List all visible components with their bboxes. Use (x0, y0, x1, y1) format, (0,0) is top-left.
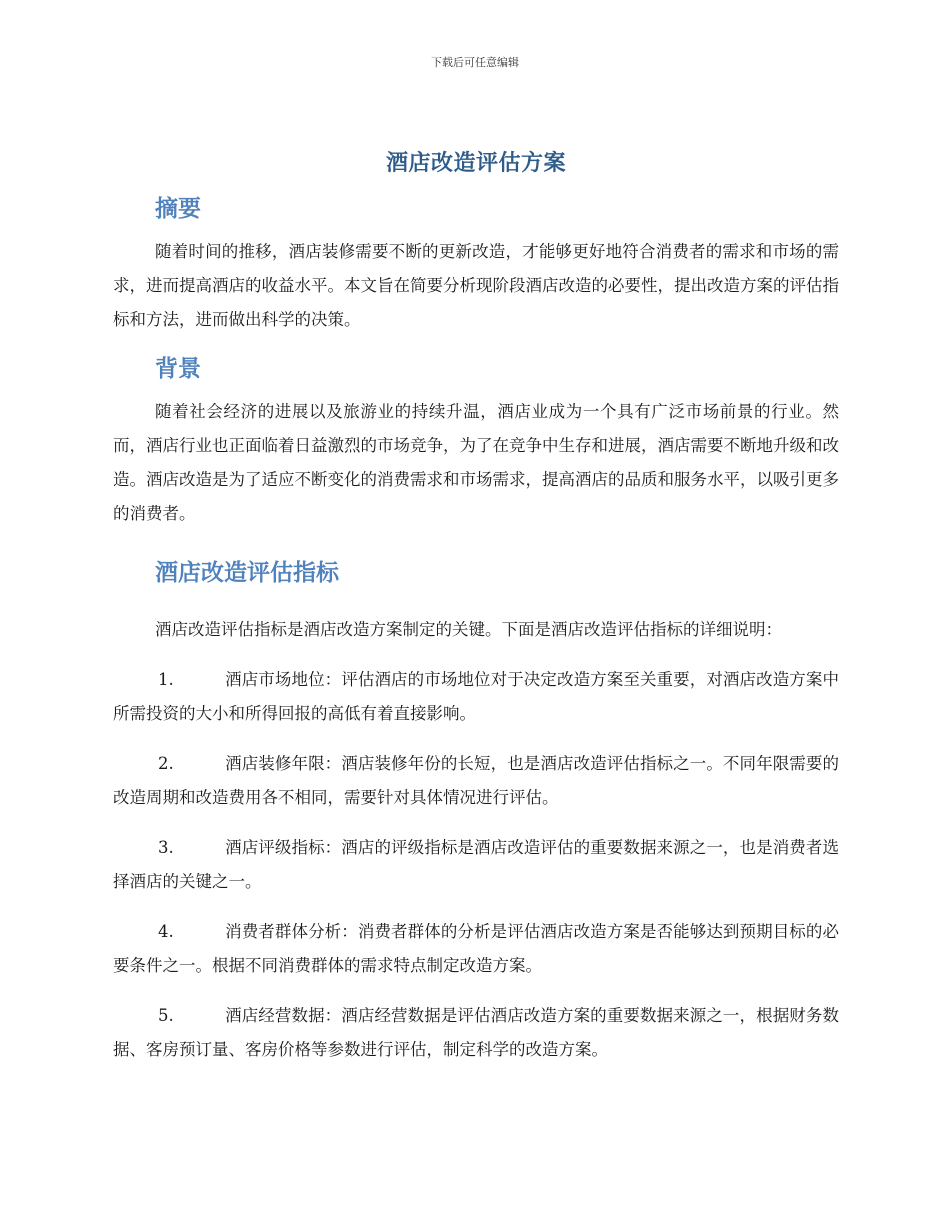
list-item-text: 酒店评级指标：酒店的评级指标是酒店改造评估的重要数据来源之一，也是消费者选择酒店的关键之一。 (113, 838, 839, 891)
list-item-number: 1. (158, 670, 174, 689)
section-background (113, 349, 839, 531)
document-title: 酒店改造评估方案 (385, 151, 566, 176)
list-item (113, 747, 839, 815)
header-note: 下载后可任意编辑 (431, 56, 519, 69)
list-item-text: 酒店市场地位：评估酒店的市场地位对于决定改造方案至关重要，对酒店改造方案中所需投资的大小和所得回报的高低有着直接影响。 (113, 670, 839, 723)
indicators-intro: 酒店改造评估指标是酒店改造方案制定的关键。下面是酒店改造评估指标的详细说明： (155, 620, 782, 639)
indicator-list (113, 663, 839, 1067)
list-item-number: 5. (158, 1006, 174, 1025)
abstract-paragraph: 随着时间的推移，酒店装修需要不断的更新改造，才能够更好地符合消费者的需求和市场的需求，进而提高酒店的收益水平。本文旨在简要分析现阶段酒店改造的必要性，提出改造方案的评估指标和方法，进而做出科学的决策。 (113, 242, 839, 329)
list-item-text: 消费者群体分析：消费者群体的分析是评估酒店改造方案是否能够达到预期目标的必要条件之一。根据不同消费群体的需求特点制定改造方案。 (113, 922, 839, 975)
list-item (113, 915, 839, 983)
list-item-text: 酒店经营数据：酒店经营数据是评估酒店改造方案的重要数据来源之一，根据财务数据、客房预订量、客房价格等参数进行评估，制定科学的改造方案。 (113, 1006, 839, 1059)
list-item-number: 4. (158, 922, 174, 941)
section-heading-abstract: 摘要 (155, 196, 201, 222)
list-item-number: 3. (158, 838, 174, 857)
document-body (113, 146, 839, 1083)
section-abstract (113, 189, 839, 337)
list-item-text: 酒店装修年限：酒店装修年份的长短，也是酒店改造评估指标之一。不同年限需要的改造周期和改造费用各不相同，需要针对具体情况进行评估。 (113, 754, 839, 807)
list-item (113, 999, 839, 1067)
background-paragraph: 随着社会经济的进展以及旅游业的持续升温，酒店业成为一个具有广泛市场前景的行业。然而，酒店行业也正面临着日益激烈的市场竞争，为了在竞争中生存和进展，酒店需要不断地升级和改造。酒店改造是为了适应不断变化的消费需求和市场需求，提高酒店的品质和服务水平，以吸引更多的消费者。 (113, 402, 839, 523)
list-item (113, 831, 839, 899)
section-heading-indicators: 酒店改造评估指标 (155, 560, 339, 586)
list-item-number: 2. (158, 754, 174, 773)
list-item (113, 663, 839, 731)
section-indicators (113, 553, 839, 1067)
section-heading-background: 背景 (155, 356, 201, 382)
